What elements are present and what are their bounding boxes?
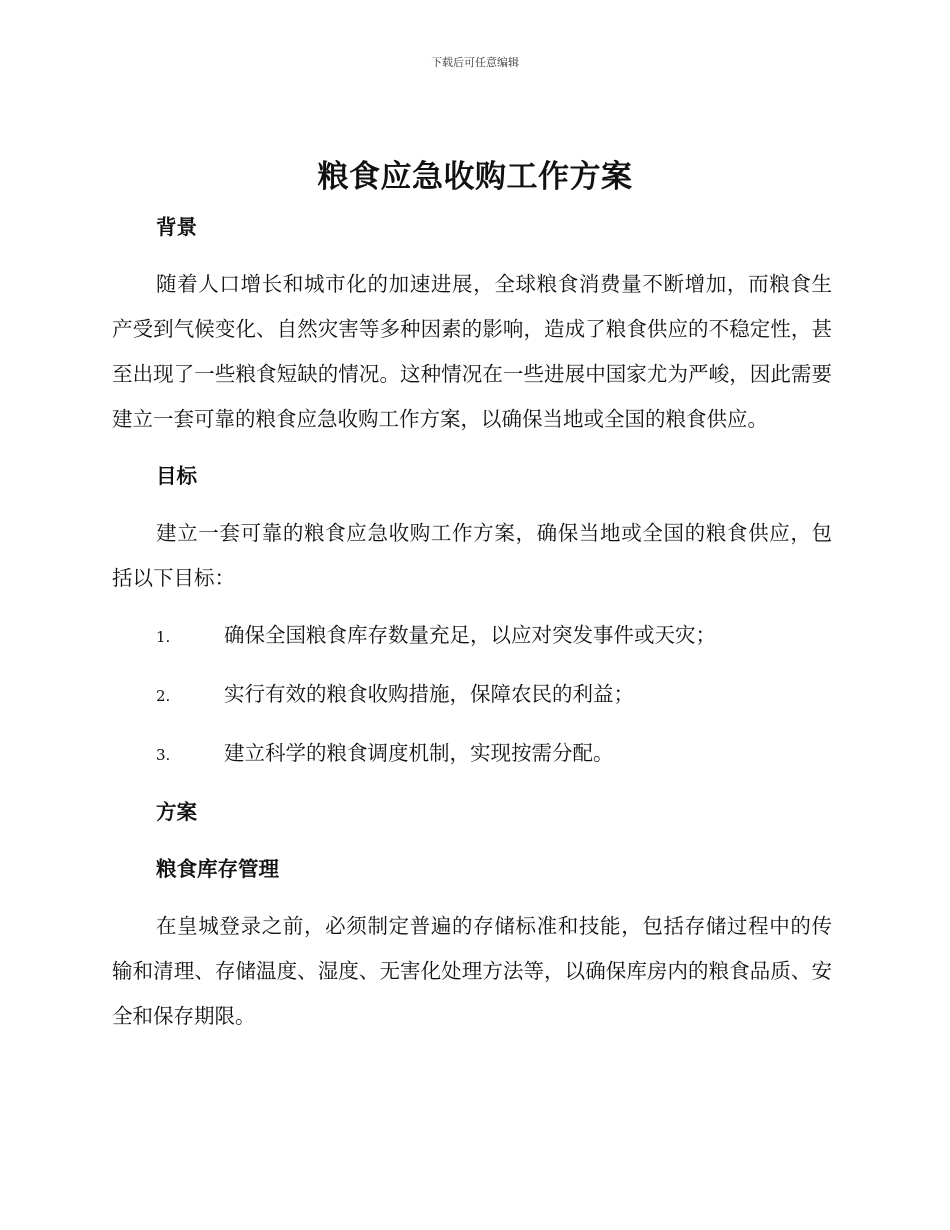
list-text: 实行有效的粮食收购措施，保障农民的利益； <box>224 682 634 706</box>
goal-list-item <box>112 613 832 660</box>
list-text: 确保全国粮食库存数量充足，以应对突发事件或天灾； <box>224 623 716 647</box>
goal-list-item <box>112 672 832 719</box>
background-paragraph: 随着人口增长和城市化的加速进展，全球粮食消费量不断增加，而粮食生产受到气候变化、自然灾害等多种因素的影响，造成了粮食供应的不稳定性，甚至出现了一些粮食短缺的情况。这种情况在一些进展中国家尤为严峻，因此需要建立一套可靠的粮食应急收购工作方案，以确保当地或全国的粮食供应。 <box>112 272 832 431</box>
list-number: 2. <box>156 687 171 705</box>
section-heading-goals: 目标 <box>156 464 197 488</box>
list-number: 1. <box>156 628 171 646</box>
header-note: 下载后可任意编辑 <box>431 56 519 69</box>
section-heading-background: 背景 <box>156 215 197 239</box>
document-body <box>112 205 832 1039</box>
goal-list-item <box>112 731 832 778</box>
storage-paragraph: 在皇城登录之前，必须制定普遍的存储标准和技能，包括存储过程中的传输和清理、存储温度、湿度、无害化处理方法等，以确保库房内的粮食品质、安全和保存期限。 <box>112 914 832 1028</box>
list-text: 建立科学的粮食调度机制，实现按需分配。 <box>224 741 614 765</box>
list-number: 3. <box>156 746 171 764</box>
subsection-heading-storage: 粮食库存管理 <box>156 857 279 881</box>
document-title: 粮食应急收购工作方案 <box>317 159 633 195</box>
goals-paragraph: 建立一套可靠的粮食应急收购工作方案，确保当地或全国的粮食供应，包括以下目标： <box>112 521 832 590</box>
section-heading-plan: 方案 <box>156 800 197 824</box>
